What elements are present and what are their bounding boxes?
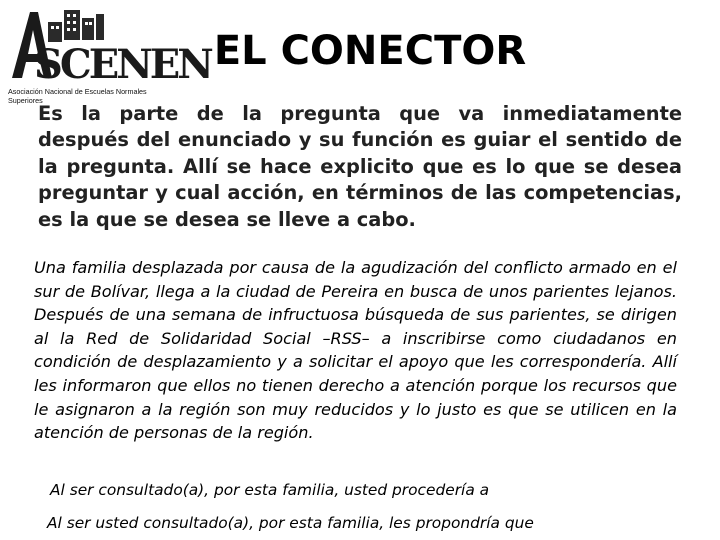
svg-text:SCENEN: SCENEN [34, 41, 211, 88]
question-2: Al ser usted consultado(a), por esta familia, les propondría que [47, 514, 534, 532]
case-paragraph: Una familia desplazada por causa de la agudización del conflicto armado en el sur de Bolívar, llega a la ciudad de Pereira en busca de unos parientes lejanos. Después de una semana de infructuosa búsqueda de sus parientes, se dirigen al la Red de Solidaridad Social –RSS– a inscribirse como ciudadanos en condición de desplazamiento y a solicitar el apoyo que les correspondería. Allí les informaron que ellos no tienen derecho a atención porque los recursos que le asignaron a la región son muy reducidos y lo justo es que se utilicen en la atención de personas de la región. [34, 258, 677, 443]
logo-caption: Asociación Nacional de Escuelas Normales Superiores [8, 87, 147, 105]
page-title: EL CONECTOR [213, 28, 527, 74]
question-1: Al ser consultado(a), por esta familia, usted procedería a [50, 481, 490, 499]
intro-paragraph: Es la parte de la pregunta que va inmediatamente después del enunciado y su función es guiar el sentido de la pregunta. Allí se hace explicito que es lo que se desea preguntar y cual acción, en términos de las competencias, es la que se desea se lleve a cabo. [38, 102, 682, 231]
